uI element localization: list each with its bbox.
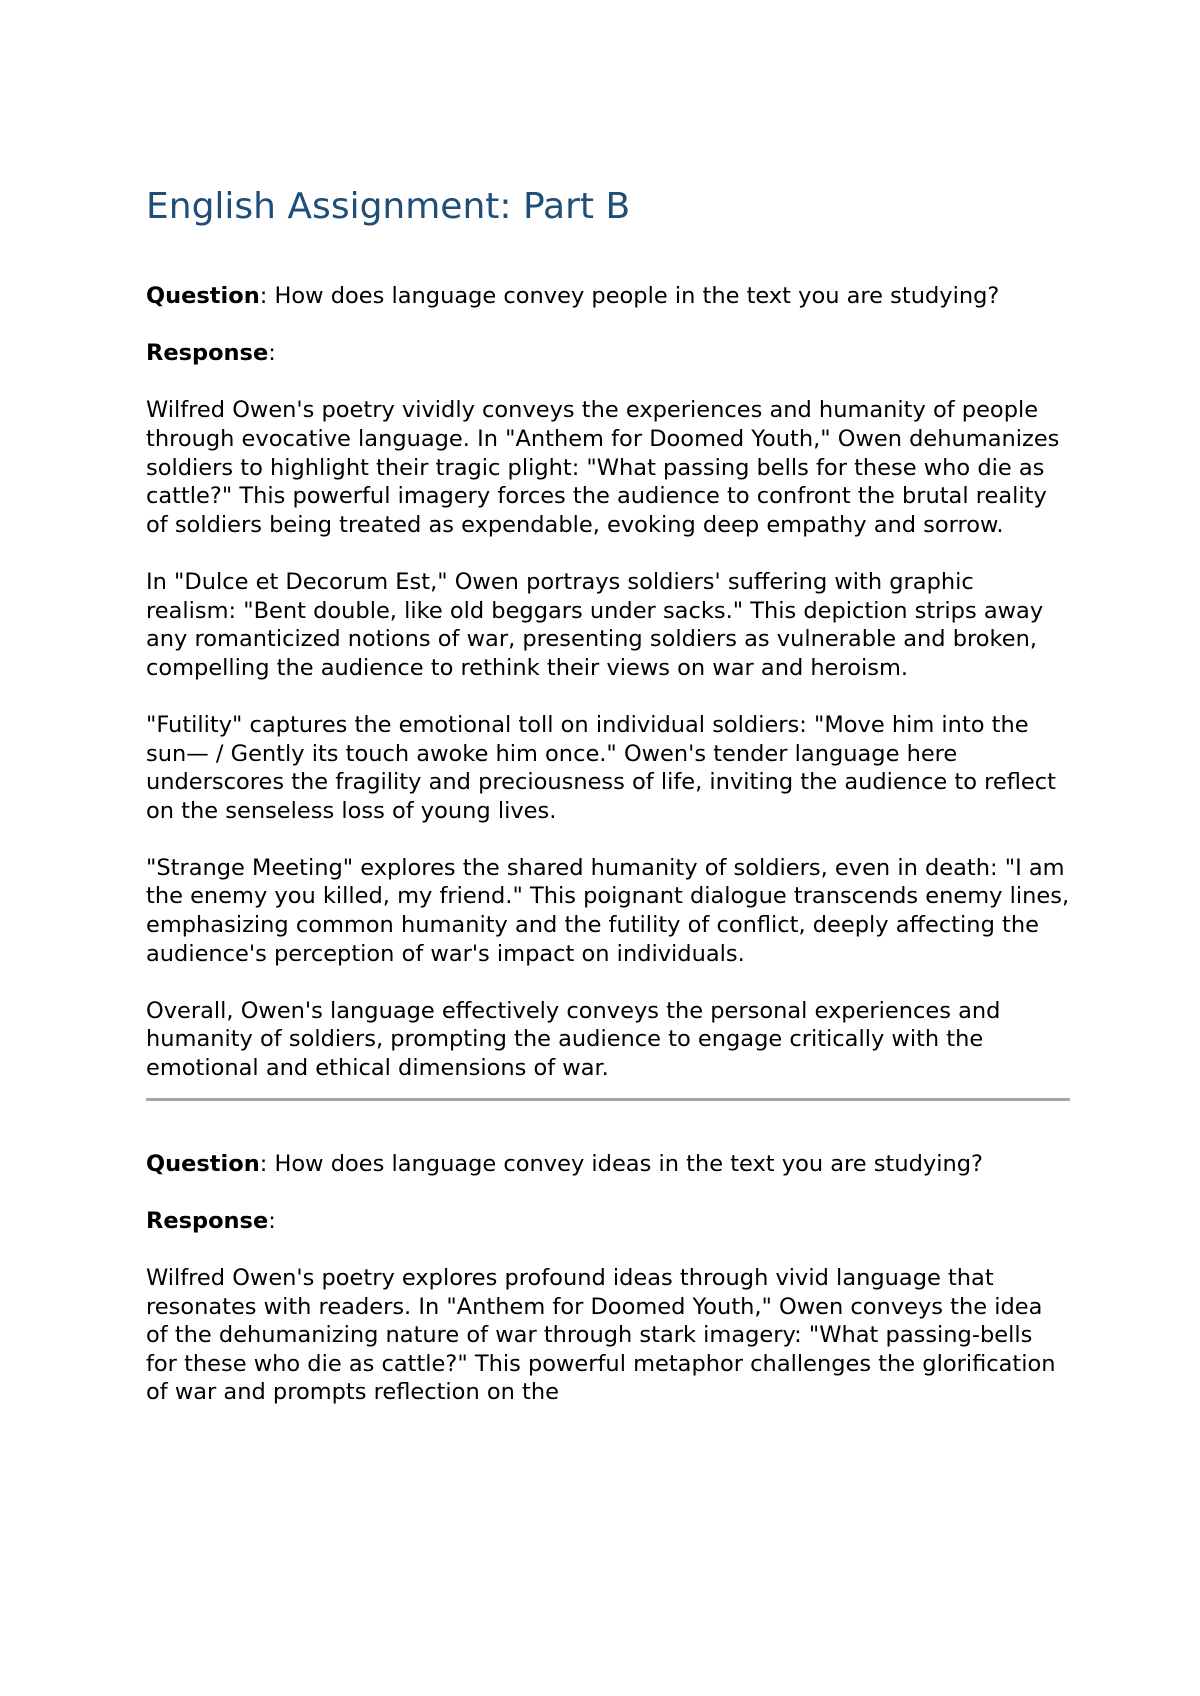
response-heading (146, 1207, 1070, 1236)
response-colon: : (268, 340, 276, 367)
question-text: : How does language convey ideas in the text you are studying? (259, 1150, 983, 1177)
response-paragraph: "Futility" captures the emotional toll on individual soldiers: "Move him into the sun— / Gently its touch awoke him once." Owen's tender language here underscores the fragility and preciousness of life, inviting the audience to reflect on the senseless loss of young lives. (146, 711, 1056, 824)
response-colon: : (268, 1207, 276, 1234)
response-label: Response (146, 1207, 269, 1234)
section-people (146, 282, 1070, 1083)
document-title: English Assignment: Part B (146, 186, 631, 227)
horizontal-divider (146, 1098, 1070, 1101)
response-paragraph: Overall, Owen's language effectively conveys the personal experiences and humanity of soldiers, prompting the audience to engage critically with the emotional and ethical dimensions of war. (146, 997, 1001, 1082)
response-paragraph: Wilfred Owen's poetry vividly conveys the experiences and humanity of people through evocative language. In "Anthem for Doomed Youth," Owen dehumanizes soldiers to highlight their tragic plight: "What passing bells for these who die as cattle?" This powerful imagery forces the audience to confront the brutal reality of soldiers being treated as expendable, evoking deep empathy and sorrow. (146, 397, 1060, 538)
response-paragraph: "Strange Meeting" explores the shared humanity of soldiers, even in death: "I am the enemy you killed, my friend." This poignant dialogue transcends enemy lines, emphasizing common humanity and the futility of conflict, deeply affecting the audience's perception of war's impact on individuals. (146, 854, 1070, 967)
section-ideas (146, 1150, 1070, 1407)
question-label: Question (146, 283, 260, 309)
question (146, 1150, 1070, 1179)
question-text: : How does language convey people in the text you are studying? (259, 283, 1000, 309)
response-paragraph: In "Dulce et Decorum Est," Owen portrays soldiers' suffering with graphic realism: "Bent double, like old beggars under sacks." This depiction strips away any romanticized notions of war, presenting soldiers as vulnerable and broken, compelling the audience to rethink their views on war and heroism. (146, 568, 1044, 681)
response-paragraph: Wilfred Owen's poetry explores profound ideas through vivid language that resonates with readers. In "Anthem for Doomed Youth," Owen conveys the idea of the dehumanizing nature of war through stark imagery: "What passing-bells for these who die as cattle?" This powerful metaphor challenges the glorification of war and prompts reflection on the (146, 1265, 1056, 1406)
question (146, 282, 1070, 311)
response-heading (146, 339, 1070, 368)
document-page (146, 182, 1070, 1436)
question-label: Question (146, 1150, 260, 1177)
response-label: Response (146, 340, 269, 367)
